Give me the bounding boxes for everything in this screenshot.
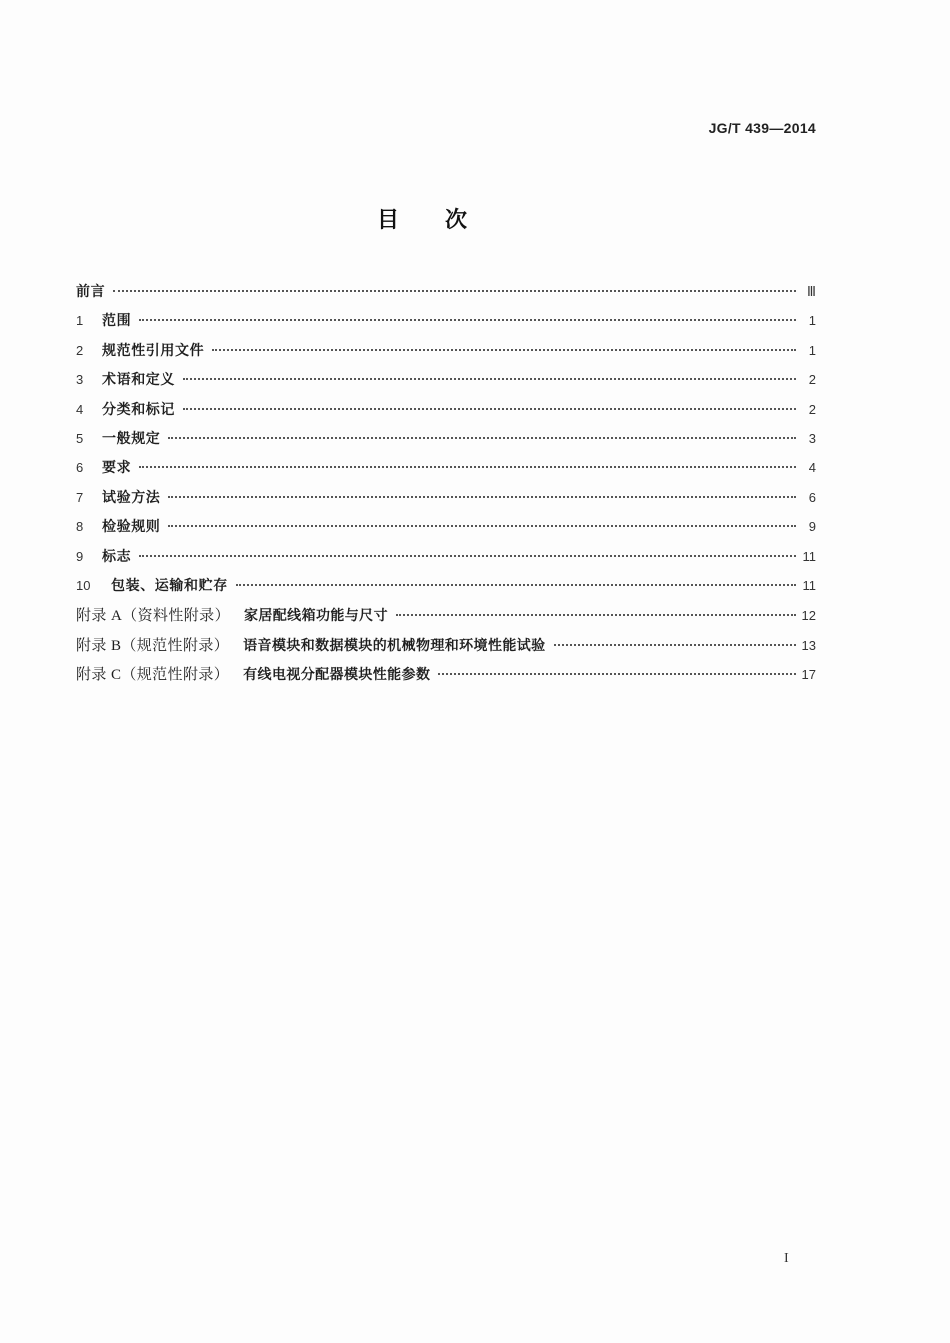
toc-page-number: 11	[802, 548, 816, 564]
toc-entry-label: 术语和定义	[102, 372, 175, 389]
toc-appendix-label	[76, 634, 546, 655]
toc-appendix-b[interactable]	[76, 634, 816, 663]
table-of-contents	[76, 281, 816, 692]
toc-page-number: 9	[808, 519, 816, 535]
toc-entry-label: 标志	[102, 548, 132, 565]
toc-section-number: 4	[76, 401, 84, 417]
toc-entry-foreword[interactable]	[76, 281, 816, 310]
toc-page-number: 2	[808, 372, 816, 388]
toc-page-number: 6	[808, 489, 816, 505]
toc-leader-dots	[139, 555, 796, 557]
toc-entry-label: 一般规定	[102, 430, 161, 447]
toc-entry-label: 试验方法	[102, 489, 161, 506]
toc-entry-scope[interactable]	[76, 310, 816, 339]
toc-appendix-label	[76, 663, 430, 684]
toc-leader-dots	[212, 349, 796, 351]
toc-entry-label: 范围	[102, 313, 132, 330]
toc-section-number: 1	[76, 313, 84, 329]
appendix-title: 语音模块和数据模块的机械物理和环境性能试验	[243, 637, 546, 654]
toc-section-number: 8	[76, 519, 84, 535]
toc-entry-classification[interactable]	[76, 399, 816, 428]
toc-section-number: 7	[76, 489, 84, 505]
toc-page-number: 11	[802, 577, 816, 593]
toc-entry-requirements[interactable]	[76, 457, 816, 486]
toc-leader-dots	[139, 319, 796, 321]
toc-entry-label: 要求	[102, 460, 132, 477]
toc-page-number: 4	[808, 460, 816, 476]
toc-leader-dots	[183, 408, 796, 410]
toc-section-number: 5	[76, 430, 84, 446]
toc-appendix-c[interactable]	[76, 663, 816, 692]
appendix-title: 家居配线箱功能与尺寸	[243, 608, 388, 625]
toc-entry-general-provisions[interactable]	[76, 428, 816, 457]
toc-section-number: 2	[76, 342, 84, 358]
toc-entry-label: 分类和标记	[102, 401, 175, 418]
appendix-title: 有线电视分配器模块性能参数	[243, 667, 431, 684]
toc-section-number: 10	[76, 577, 91, 593]
toc-section-number: 9	[76, 548, 84, 564]
toc-leader-dots	[396, 614, 796, 616]
toc-leader-dots	[168, 525, 796, 527]
toc-leader-dots	[554, 644, 796, 646]
page-number-footer: I	[784, 1251, 789, 1266]
toc-leader-dots	[438, 673, 795, 675]
toc-leader-dots	[183, 378, 796, 380]
toc-leader-dots	[139, 466, 796, 468]
toc-page-number: 12	[801, 608, 816, 624]
toc-entry-marking[interactable]	[76, 546, 816, 575]
toc-page-number: 2	[808, 401, 816, 417]
toc-page-number: 3	[808, 430, 816, 446]
toc-entry-test-methods[interactable]	[76, 487, 816, 516]
toc-leader-dots	[113, 290, 796, 292]
toc-entry-label: 前言	[76, 284, 106, 300]
toc-entry-terms-definitions[interactable]	[76, 369, 816, 398]
toc-page-number: Ⅲ	[807, 284, 816, 299]
toc-entry-normative-references[interactable]	[76, 340, 816, 369]
toc-page-number: 13	[801, 637, 816, 653]
toc-page-number: 17	[801, 667, 816, 683]
page-title: 目次	[376, 208, 513, 233]
toc-section-number: 6	[76, 460, 84, 476]
toc-leader-dots	[236, 584, 796, 586]
toc-appendix-a[interactable]	[76, 604, 816, 633]
toc-page-number: 1	[808, 342, 816, 358]
toc-leader-dots	[168, 437, 796, 439]
standard-code: JG/T 439—2014	[708, 120, 816, 136]
toc-section-number: 3	[76, 372, 84, 388]
toc-leader-dots	[168, 496, 796, 498]
appendix-code: 附录 B（规范性附录）	[76, 637, 230, 654]
toc-entry-label: 检验规则	[102, 519, 161, 536]
toc-entry-inspection-rules[interactable]	[76, 516, 816, 545]
appendix-code: 附录 A（资料性附录）	[76, 608, 230, 625]
appendix-code: 附录 C（规范性附录）	[76, 667, 230, 684]
toc-appendix-label	[76, 604, 388, 625]
toc-entry-packaging-transport-storage[interactable]	[76, 575, 816, 604]
toc-page-number: 1	[808, 313, 816, 329]
toc-entry-label: 规范性引用文件	[102, 342, 205, 359]
toc-entry-label: 包装、运输和贮存	[111, 577, 228, 594]
